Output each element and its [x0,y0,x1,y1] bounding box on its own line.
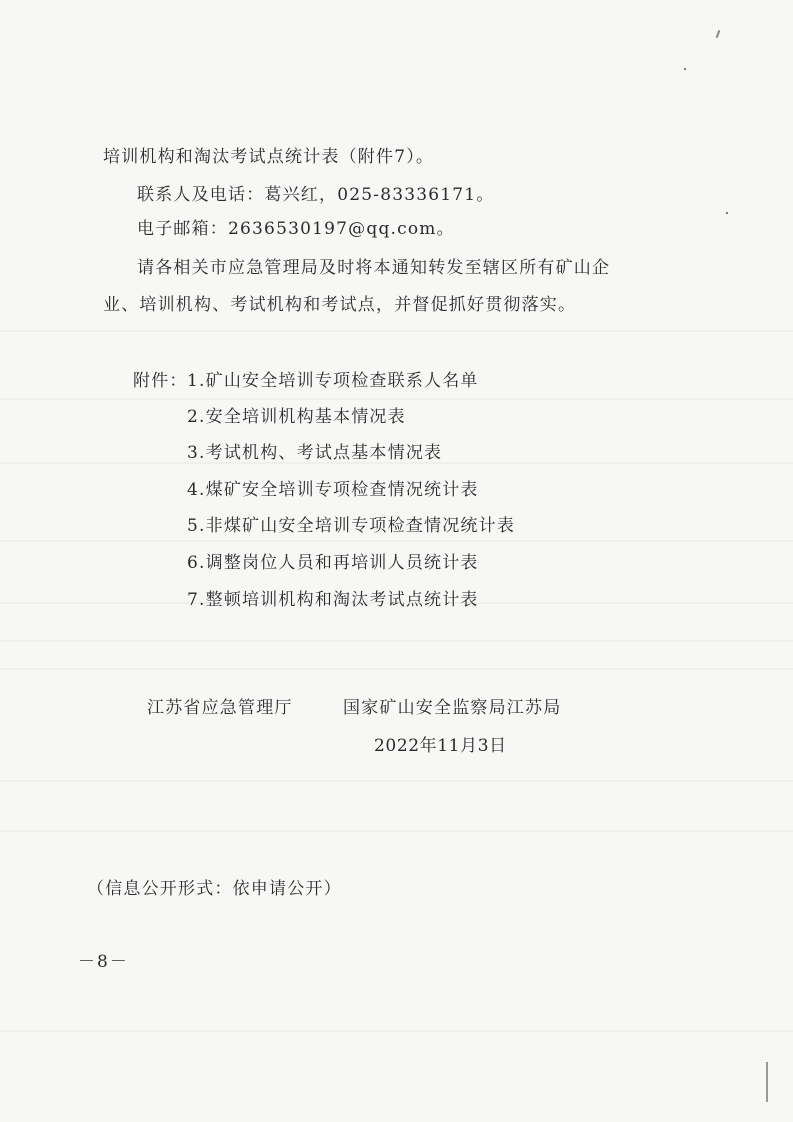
attachment-item: 1.矿山安全培训专项检查联系人名单 [187,371,479,391]
attachment-item: 3.考试机构、考试点基本情况表 [187,443,443,463]
scan-streak [0,640,793,642]
page-number: －8－ [78,952,129,972]
attachment-item: 6.调整岗位人员和再培训人员统计表 [187,553,479,573]
request-line-2: 业、培训机构、考试机构和考试点，并督促抓好贯彻落实。 [103,295,577,315]
scan-streak [0,830,793,832]
attachment-item: 5.非煤矿山安全培训专项检查情况统计表 [187,516,516,536]
scan-streak [0,398,793,400]
scan-mark [726,212,728,214]
request-line-1: 请各相关市应急管理局及时将本通知转发至辖区所有矿山企 [137,258,611,278]
attachments-label: 附件： [133,371,188,391]
email-line: 电子邮箱：2636530197@qq.com。 [137,219,455,239]
paragraph-continuation: 培训机构和淘汰考试点统计表（附件7）。 [103,147,435,167]
scan-streak [0,540,793,542]
signature-date: 2022年11月3日 [374,736,507,756]
scan-mark [684,68,686,70]
attachment-item: 7.整顿培训机构和淘汰考试点统计表 [187,590,479,610]
scan-streak [0,780,793,782]
attachment-item: 4.煤矿安全培训专项检查情况统计表 [187,480,479,500]
scan-mark [766,1062,768,1102]
scan-streak [0,668,793,670]
scan-streak [0,330,793,332]
scan-streak [0,1030,793,1032]
scan-mark [716,30,721,38]
signature-org-mine-safety: 国家矿山安全监察局江苏局 [343,698,562,718]
signature-org-provincial: 江苏省应急管理厅 [147,698,293,718]
contact-line: 联系人及电话：葛兴红，025-83336171。 [137,185,495,205]
attachment-item: 2.安全培训机构基本情况表 [187,407,406,427]
disclosure-note: （信息公开形式：依申请公开） [87,879,342,899]
